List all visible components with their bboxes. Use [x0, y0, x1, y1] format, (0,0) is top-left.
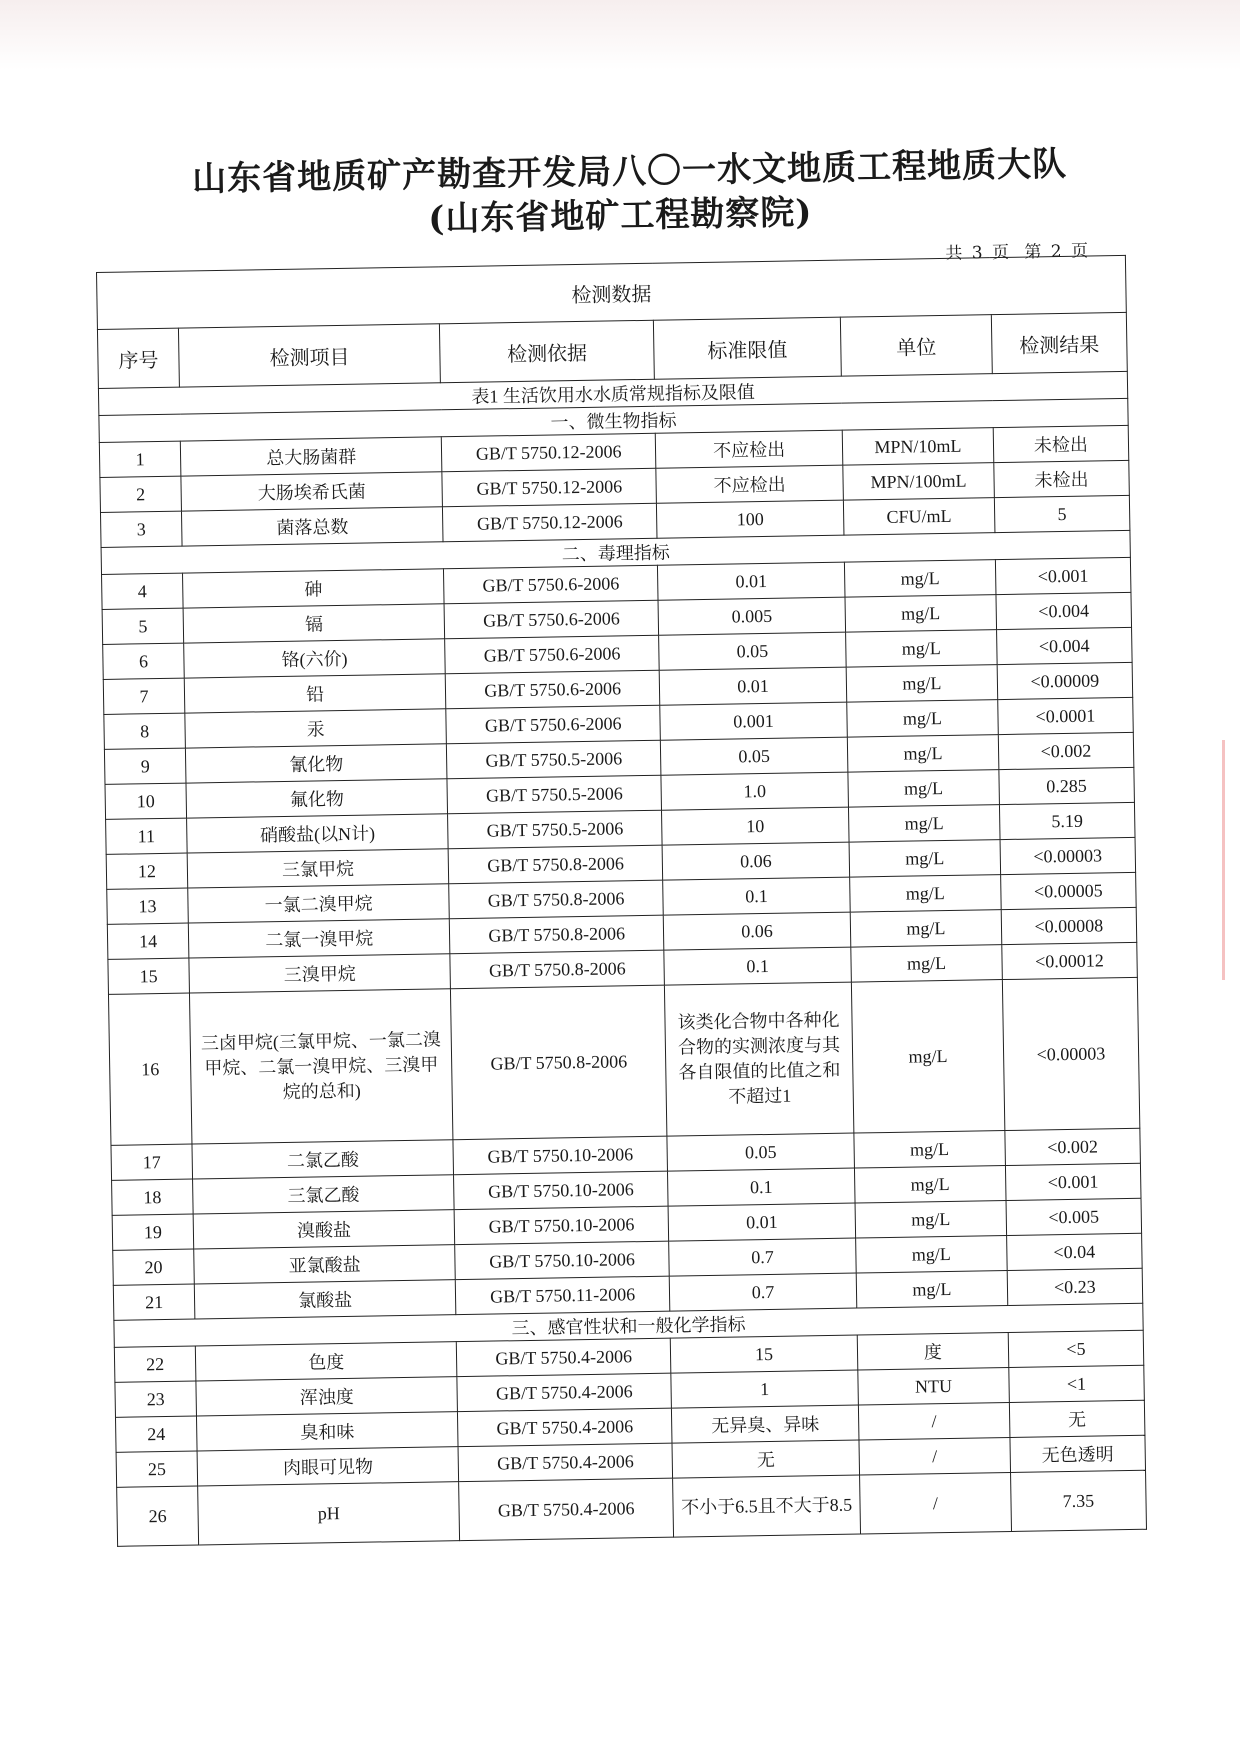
- standard-limit: 0.05: [659, 632, 846, 670]
- test-item: 汞: [185, 709, 447, 748]
- row-number: 7: [103, 678, 185, 714]
- standard-limit: 0.7: [669, 1273, 856, 1311]
- test-item: 一氯二溴甲烷: [188, 884, 450, 923]
- test-item: 铬(六价): [184, 639, 446, 678]
- test-basis: GB/T 5750.10-2006: [455, 1241, 669, 1280]
- test-item: 铅: [184, 674, 446, 713]
- unit: mg/L: [846, 665, 997, 702]
- row-number: 20: [113, 1249, 195, 1285]
- test-result: <0.00003: [1000, 837, 1136, 874]
- test-result: <0.23: [1007, 1268, 1143, 1305]
- standard-limit: 0.7: [669, 1238, 856, 1276]
- test-result: <0.00009: [997, 662, 1133, 699]
- row-number: 11: [106, 818, 188, 854]
- page-total: 共 3 页: [945, 242, 1012, 264]
- test-basis: GB/T 5750.6-2006: [444, 600, 658, 639]
- row-number: 13: [107, 888, 189, 924]
- unit: mg/L: [847, 700, 998, 737]
- test-item: 臭和味: [197, 1412, 459, 1451]
- test-result: <0.001: [995, 557, 1131, 594]
- row-number: 25: [116, 1451, 198, 1487]
- test-basis: GB/T 5750.5-2006: [448, 810, 662, 849]
- test-item: 三氯甲烷: [187, 849, 449, 888]
- test-result: <5: [1008, 1330, 1144, 1367]
- standard-limit: 15: [670, 1335, 857, 1373]
- unit: /: [859, 1438, 1010, 1475]
- standard-limit: 该类化合物中各种化合物的实测浓度与其各自限值的比值之和不超过1: [665, 982, 854, 1136]
- unit: mg/L: [846, 630, 997, 667]
- unit: NTU: [858, 1368, 1009, 1405]
- unit: MPN/10mL: [842, 428, 993, 465]
- unit: /: [858, 1403, 1009, 1440]
- test-basis: GB/T 5750.6-2006: [445, 635, 659, 674]
- unit: mg/L: [854, 1166, 1005, 1203]
- test-result: <0.00005: [1000, 872, 1136, 909]
- unit: mg/L: [848, 805, 999, 842]
- unit: mg/L: [845, 595, 996, 632]
- row-number: 19: [112, 1214, 194, 1250]
- row-number: 26: [117, 1486, 199, 1546]
- test-basis: GB/T 5750.10-2006: [453, 1136, 667, 1175]
- page-current: 第 2 页: [1024, 241, 1091, 263]
- unit: mg/L: [849, 840, 1000, 877]
- test-item: 氰化物: [185, 744, 447, 783]
- test-item: 菌落总数: [182, 507, 444, 546]
- row-number: 17: [111, 1144, 193, 1180]
- standard-limit: 不应检出: [656, 465, 843, 503]
- column-header: 检测结果: [991, 312, 1127, 373]
- test-basis: GB/T 5750.6-2006: [445, 670, 659, 709]
- unit: CFU/mL: [843, 498, 994, 535]
- standard-limit: 不小于6.5且不大于8.5: [673, 1475, 861, 1537]
- test-item: pH: [198, 1482, 460, 1545]
- test-result: <0.005: [1006, 1198, 1142, 1235]
- standard-limit: 0.06: [663, 912, 850, 950]
- column-header: 标准限值: [653, 317, 841, 379]
- row-number: 23: [115, 1381, 197, 1417]
- row-number: 9: [104, 748, 186, 784]
- row-number: 24: [115, 1416, 197, 1452]
- standard-limit: 10: [662, 807, 849, 845]
- row-number: 2: [100, 476, 182, 512]
- test-result: <0.002: [998, 732, 1134, 769]
- test-item: 二氯乙酸: [192, 1140, 454, 1179]
- test-result: <0.002: [1005, 1128, 1141, 1165]
- row-number: 10: [105, 783, 187, 819]
- test-item: 三溴甲烷: [189, 954, 451, 993]
- test-result: 0.285: [999, 767, 1135, 804]
- column-header: 检测项目: [178, 324, 440, 387]
- unit: mg/L: [847, 735, 998, 772]
- standard-limit: 100: [657, 500, 844, 538]
- test-basis: GB/T 5750.4-2006: [459, 1478, 674, 1541]
- test-result: 未检出: [993, 425, 1129, 462]
- test-basis: GB/T 5750.11-2006: [455, 1276, 669, 1315]
- section-header: 一、微生物指标: [99, 398, 1128, 442]
- unit: mg/L: [844, 560, 995, 597]
- row-number: 3: [100, 511, 182, 547]
- row-number: 22: [114, 1346, 196, 1382]
- test-result: <0.004: [996, 627, 1132, 664]
- standard-limit: 1: [671, 1370, 858, 1408]
- test-result: 无色透明: [1010, 1435, 1146, 1472]
- test-result: 无: [1009, 1400, 1145, 1437]
- org-subname: (山东省地矿工程勘察院): [427, 192, 813, 240]
- test-basis: GB/T 5750.8-2006: [451, 985, 667, 1140]
- test-basis: GB/T 5750.12-2006: [441, 433, 655, 472]
- test-item: 二氯一溴甲烷: [188, 919, 450, 958]
- test-result: <1: [1009, 1365, 1145, 1402]
- standard-limit: 1.0: [661, 772, 848, 810]
- table-row: [108, 977, 1139, 1145]
- data-table: [96, 255, 1147, 1547]
- test-result: <0.00003: [1002, 977, 1140, 1130]
- row-number: 8: [104, 713, 186, 749]
- test-result: 7.35: [1010, 1470, 1146, 1531]
- test-basis: GB/T 5750.5-2006: [447, 740, 661, 779]
- standard-limit: 不应检出: [655, 430, 842, 468]
- test-basis: GB/T 5750.5-2006: [447, 775, 661, 814]
- test-basis: GB/T 5750.8-2006: [449, 915, 663, 954]
- test-item: 硝酸盐(以N计): [187, 814, 449, 853]
- standard-limit: 0.05: [667, 1133, 854, 1171]
- row-number: 12: [106, 853, 188, 889]
- test-basis: GB/T 5750.6-2006: [444, 565, 658, 604]
- test-item: 氯酸盐: [194, 1280, 456, 1319]
- test-result: <0.001: [1005, 1163, 1141, 1200]
- standard-limit: 无: [672, 1440, 859, 1478]
- seal-stamp-edge: [1222, 740, 1240, 980]
- row-number: 5: [102, 608, 184, 644]
- test-result: <0.0001: [998, 697, 1134, 734]
- test-basis: GB/T 5750.6-2006: [446, 705, 660, 744]
- test-item: 色度: [195, 1342, 457, 1381]
- standard-limit: 0.1: [664, 947, 851, 985]
- row-number: 14: [107, 923, 189, 959]
- standard-limit: 0.01: [659, 667, 846, 705]
- standard-limit: 0.01: [668, 1203, 855, 1241]
- row-number: 15: [108, 958, 190, 994]
- test-item: 肉眼可见物: [197, 1447, 459, 1486]
- test-item: 氟化物: [186, 779, 448, 818]
- row-number: 4: [102, 573, 184, 609]
- test-basis: GB/T 5750.4-2006: [458, 1443, 672, 1482]
- unit: mg/L: [851, 945, 1002, 982]
- unit: mg/L: [850, 875, 1001, 912]
- unit: mg/L: [855, 1201, 1006, 1238]
- test-item: 总大肠菌群: [180, 437, 442, 476]
- scan-shading: [0, 0, 1240, 70]
- test-basis: GB/T 5750.12-2006: [442, 468, 656, 507]
- unit: mg/L: [854, 1131, 1005, 1168]
- test-item: 砷: [183, 569, 445, 608]
- column-header: 序号: [97, 328, 179, 388]
- unit: mg/L: [850, 910, 1001, 947]
- column-header: 单位: [840, 315, 992, 376]
- standard-limit: 0.1: [668, 1168, 855, 1206]
- test-result: 未检出: [994, 460, 1130, 497]
- test-basis: GB/T 5750.4-2006: [457, 1373, 671, 1412]
- test-result: <0.004: [996, 592, 1132, 629]
- data-table-wrapper: [96, 255, 1147, 1547]
- test-basis: GB/T 5750.8-2006: [448, 845, 662, 884]
- unit: MPN/100mL: [843, 463, 994, 500]
- test-basis: GB/T 5750.8-2006: [449, 880, 663, 919]
- standard-limit: 0.05: [660, 737, 847, 775]
- test-result: 5.19: [999, 802, 1135, 839]
- column-header: 检测依据: [440, 320, 655, 383]
- standard-limit: 0.001: [660, 702, 847, 740]
- test-basis: GB/T 5750.4-2006: [457, 1338, 671, 1377]
- org-name: 山东省地质矿产勘查开发局八〇一水文地质工程地质大队: [191, 144, 1068, 200]
- standard-limit: 无异臭、异味: [672, 1405, 859, 1443]
- test-item: 大肠埃希氏菌: [181, 472, 443, 511]
- unit: 度: [857, 1333, 1008, 1370]
- standard-limit: 0.005: [658, 597, 845, 635]
- row-number: 21: [113, 1284, 195, 1320]
- section-header: 二、毒理指标: [101, 530, 1130, 574]
- test-result: <0.00012: [1002, 942, 1138, 979]
- test-item: 镉: [183, 604, 445, 643]
- table-caption: 表1 生活饮用水水质常规指标及限值: [98, 371, 1127, 415]
- test-basis: GB/T 5750.8-2006: [450, 950, 664, 989]
- test-item: 溴酸盐: [193, 1210, 455, 1249]
- unit: /: [860, 1473, 1012, 1534]
- table-title: 检测数据: [97, 255, 1127, 329]
- test-item: 亚氯酸盐: [194, 1245, 456, 1284]
- document-header: [0, 139, 1240, 249]
- unit: mg/L: [848, 770, 999, 807]
- unit: mg/L: [851, 980, 1004, 1133]
- test-result: <0.04: [1006, 1233, 1142, 1270]
- test-item: 浑浊度: [196, 1377, 458, 1416]
- standard-limit: 0.06: [662, 842, 849, 880]
- test-result: <0.00008: [1001, 907, 1137, 944]
- test-basis: GB/T 5750.10-2006: [454, 1171, 668, 1210]
- test-basis: GB/T 5750.4-2006: [458, 1408, 672, 1447]
- test-basis: GB/T 5750.10-2006: [454, 1206, 668, 1245]
- section-header: 三、感官性状和一般化学指标: [114, 1303, 1143, 1347]
- test-basis: GB/T 5750.12-2006: [443, 503, 657, 542]
- row-number: 16: [108, 993, 192, 1145]
- row-number: 18: [112, 1179, 194, 1215]
- standard-limit: 0.01: [658, 562, 845, 600]
- unit: mg/L: [856, 1271, 1007, 1308]
- test-result: 5: [994, 495, 1130, 532]
- row-number: 1: [99, 441, 181, 477]
- standard-limit: 0.1: [663, 877, 850, 915]
- unit: mg/L: [856, 1236, 1007, 1273]
- row-number: 6: [103, 643, 185, 679]
- test-item: 三氯乙酸: [193, 1175, 455, 1214]
- test-item: 三卤甲烷(三氯甲烷、一氯二溴甲烷、二氯一溴甲烷、三溴甲烷的总和): [190, 989, 454, 1144]
